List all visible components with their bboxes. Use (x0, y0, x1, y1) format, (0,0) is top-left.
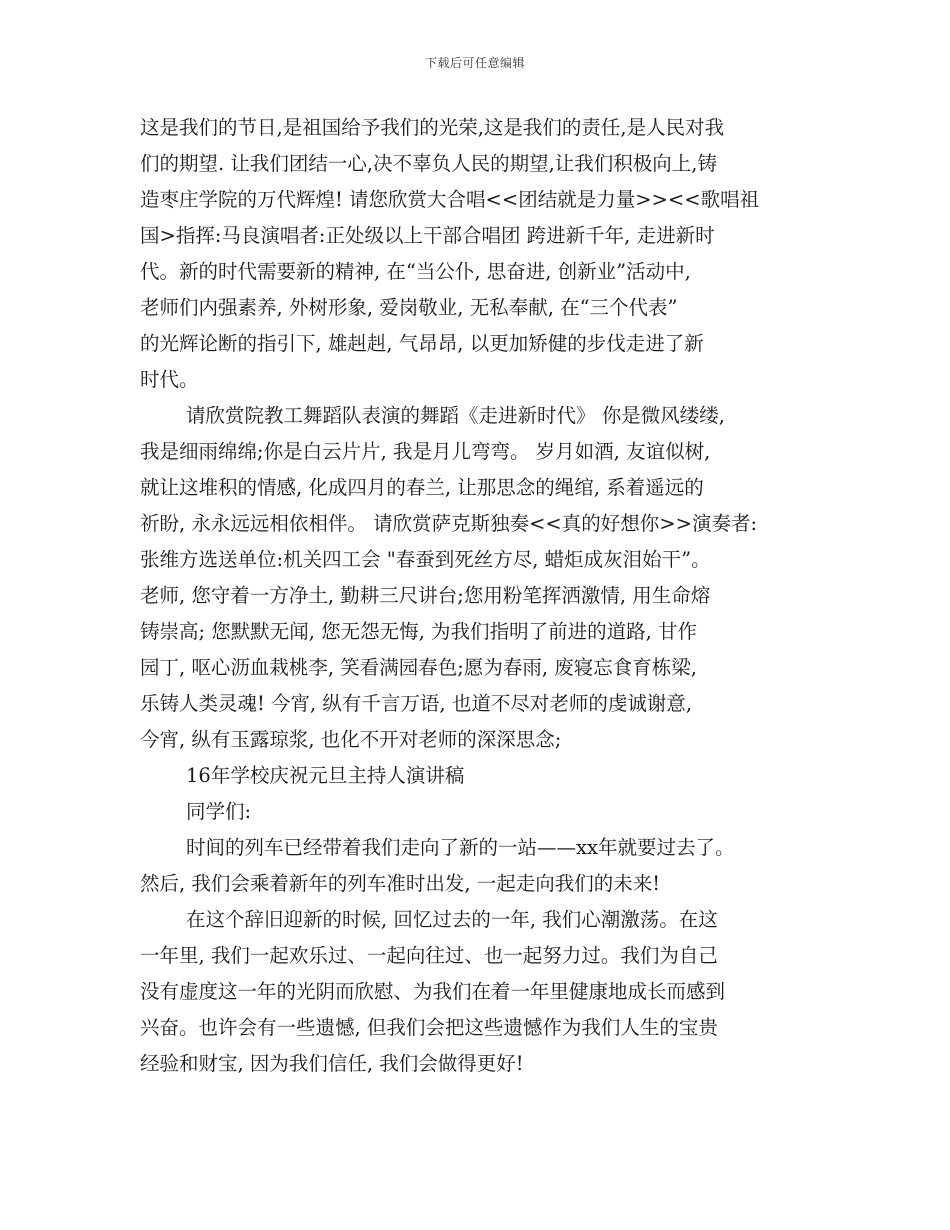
text-line: 在这个辞旧迎新的时候, 回忆过去的一年, 我们心潮激荡。在这 (186, 908, 718, 931)
text-line: 园丁, 呕心沥血栽桃李, 笑看满园春色;愿为春雨, 废寝忘食育栋梁, (140, 656, 697, 679)
text-line: 的光辉论断的指引下, 雄赳赳, 气昂昂, 以更加矫健的步伐走进了新 (140, 332, 704, 355)
text-line: 国>指挥:马良演唱者:正处级以上干部合唱团 跨进新千年, 走进新时 (140, 224, 715, 247)
text-line: 老师, 您守着一方净土, 勤耕三尺讲台;您用粉笔挥洒激情, 用生命熔 (140, 584, 711, 607)
text-line: 就让这堆积的情感, 化成四月的春兰, 让那思念的绳绾, 系着遥远的 (140, 476, 704, 499)
text-line: 请欣赏院教工舞蹈队表演的舞蹈《走进新时代》 你是微风缕缕, (186, 404, 725, 427)
text-line: 一年里, 我们一起欢乐过、一起向往过、也一起努力过。我们为自己 (140, 944, 718, 967)
text-line: 时代。 (140, 368, 199, 391)
text-line: 张维方选送单位:机关四工会 "春蚕到死丝方尽, 蜡炬成灰泪始干”。 (140, 548, 711, 571)
text-line: 同学们: (186, 800, 252, 823)
text-line: 铸崇高; 您默默无闻, 您无怨无悔, 为我们指明了前进的道路, 甘作 (140, 620, 697, 643)
document-body (140, 110, 810, 1082)
text-line: 老师们内强素养, 外树形象, 爱岗敬业, 无私奉献, 在“三个代表” (140, 296, 678, 319)
text-line: 经验和财宝, 因为我们信任, 我们会做得更好! (140, 1052, 524, 1075)
text-line: 今宵, 纵有玉露琼浆, 也化不开对老师的深深思念; (140, 728, 562, 751)
text-line: 乐铸人类灵魂! 今宵, 纵有千言万语, 也道不尽对老师的虔诚谢意, (140, 692, 693, 715)
text-line: 代。新的时代需要新的精神, 在“当公仆, 思奋进, 创新业”活动中, (140, 260, 691, 283)
text-line: 没有虚度这一年的光阴而欣慰、为我们在着一年里健康地成长而感到 (140, 980, 726, 1003)
page-header-note: 下载后可任意编辑 (424, 56, 525, 70)
text-line: 造枣庄学院的万代辉煌! 请您欣赏大合唱<<团结就是力量>><<歌唱祖 (140, 188, 760, 211)
text-line: 然后, 我们会乘着新年的列车准时出发, 一起走向我们的未来! (140, 872, 661, 895)
text-line: 们的期望. 让我们团结一心,决不辜负人民的期望,让我们积极向上,铸 (140, 152, 717, 175)
text-line: 我是细雨绵绵;你是白云片片, 我是月儿弯弯。 岁月如酒, 友谊似树, (140, 440, 711, 463)
text-line: 这是我们的节日,是祖国给予我们的光荣,这是我们的责任,是人民对我 (140, 116, 725, 139)
text-line: 16年学校庆祝元旦主持人演讲稿 (186, 764, 465, 787)
text-line: 祈盼, 永永远远相依相伴。 请欣赏萨克斯独奏<<真的好想你>>演奏者: (140, 512, 758, 535)
text-line: 时间的列车已经带着我们走向了新的一站——xx年就要过去了。 (186, 836, 735, 859)
text-line: 兴奋。也许会有一些遗憾, 但我们会把这些遗憾作为我们人生的宝贵 (140, 1016, 718, 1039)
